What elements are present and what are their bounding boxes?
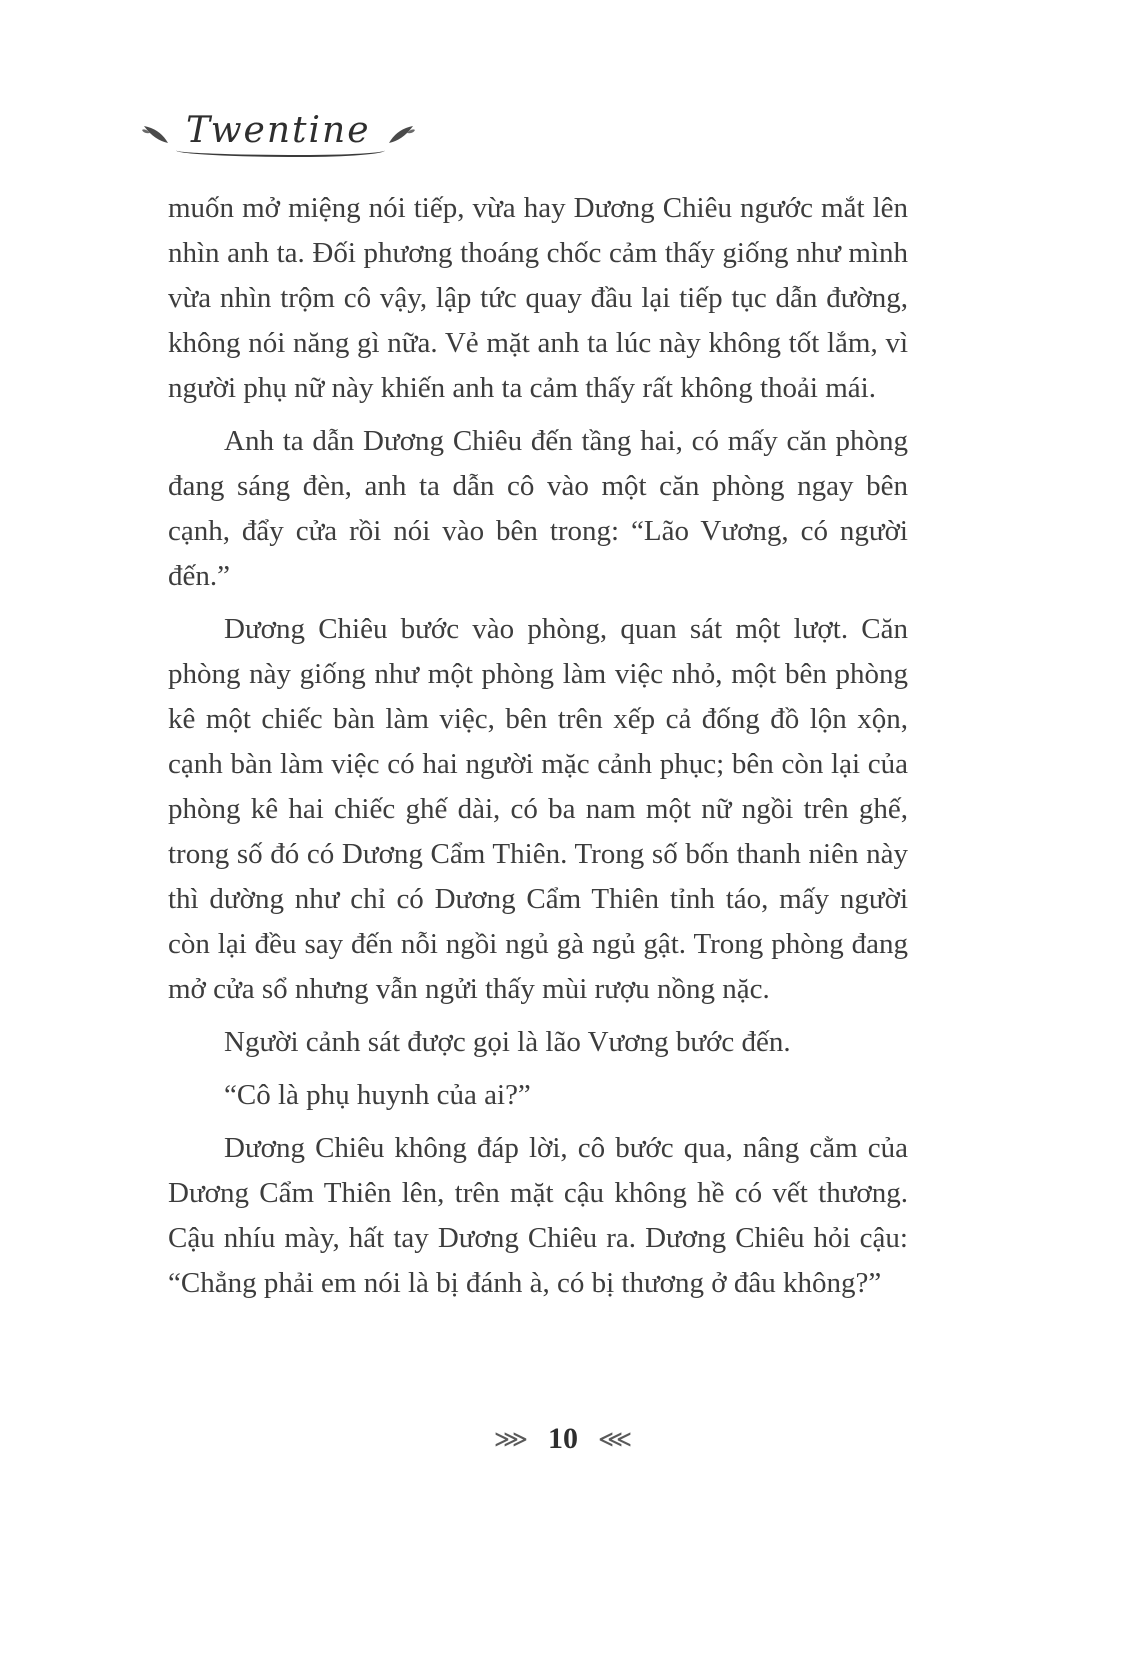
- page-body: [168, 186, 908, 1314]
- brand-swash-underline: [176, 147, 385, 157]
- paragraph: Dương Chiêu không đáp lời, cô bước qua, nâng cằm của Dương Cẩm Thiên lên, trên mặt cậu không hề có vết thương. Cậu nhíu mày, hất tay Dương Chiêu ra. Dương Chiêu hỏi cậu: “Chẳng phải em nói là bị đánh à, có bị thương ở đâu không?”: [168, 1132, 908, 1299]
- paragraph: Anh ta dẫn Dương Chiêu đến tầng hai, có mấy căn phòng đang sáng đèn, anh ta dẫn cô vào một căn phòng ngay bên cạnh, đẩy cửa rồi nói vào bên trong: “Lão Vương, có người đến.”: [168, 425, 908, 592]
- page-footer: [0, 1422, 1126, 1456]
- paragraph: “Cô là phụ huynh của ai?”: [224, 1079, 531, 1111]
- footer-ornament-right-icon: ⋘: [598, 1425, 633, 1453]
- footer-ornament-left-icon: ⋙: [493, 1425, 528, 1453]
- brand-text: Twentine: [186, 110, 371, 151]
- leaf-ornament-right-icon: [387, 123, 417, 145]
- paragraph: Dương Chiêu bước vào phòng, quan sát một lượt. Căn phòng này giống như một phòng làm việc nhỏ, một bên phòng kê một chiếc bàn làm việc, bên trên xếp cả đống đồ lộn xộn, cạnh bàn làm việc có hai người mặc cảnh phục; bên còn lại của phòng kê hai chiếc ghế dài, có ba nam một nữ ngồi trên ghế, trong số đó có Dương Cẩm Thiên. Trong số bốn thanh niên này thì dường như chỉ có Dương Cẩm Thiên tỉnh táo, mấy người còn lại đều say đến nỗi ngồi ngủ gà ngủ gật. Trong phòng đang mở cửa sổ nhưng vẫn ngửi thấy mùi rượu nồng nặc.: [168, 613, 908, 1005]
- paragraph: Người cảnh sát được gọi là lão Vương bước đến.: [224, 1026, 791, 1058]
- brand-logo: [182, 110, 375, 157]
- page-number: 10: [548, 1422, 578, 1455]
- page-header: [140, 110, 417, 157]
- paragraph: muốn mở miệng nói tiếp, vừa hay Dương Chiêu ngước mắt lên nhìn anh ta. Đối phương thoáng chốc cảm thấy giống như mình vừa nhìn trộm cô vậy, lập tức quay đầu lại tiếp tục dẫn đường, không nói năng gì nữa. Vẻ mặt anh ta lúc này không tốt lắm, vì người phụ nữ này khiến anh ta cảm thấy rất không thoải mái.: [168, 192, 908, 404]
- leaf-ornament-left-icon: [140, 123, 170, 145]
